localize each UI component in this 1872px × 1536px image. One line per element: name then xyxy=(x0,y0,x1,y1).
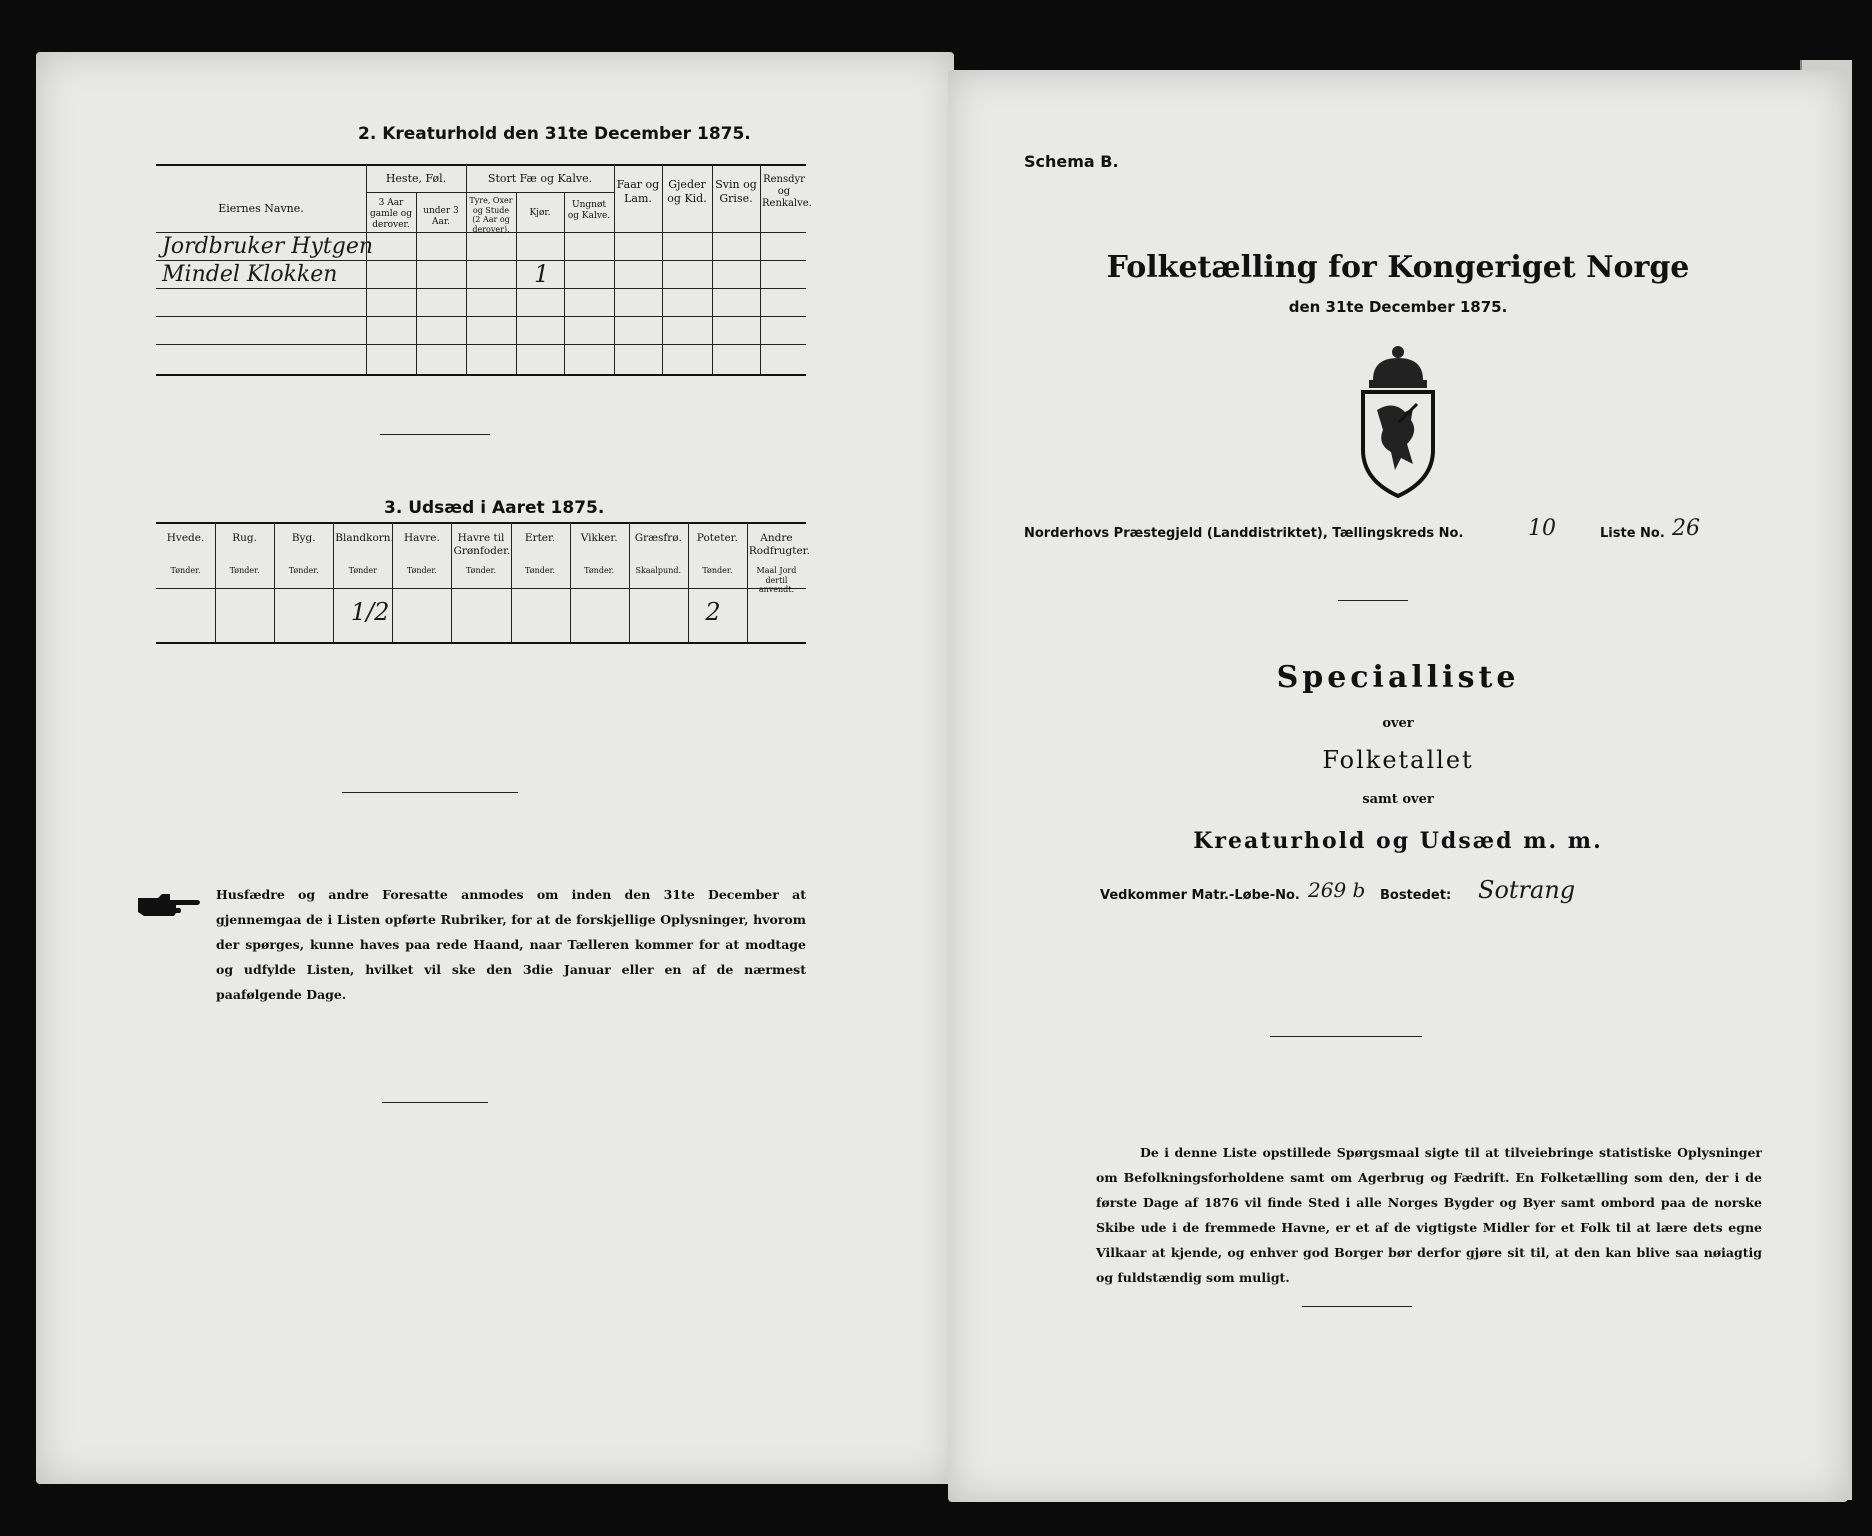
seed-column-name: Havre til Grønfoder. xyxy=(453,532,511,558)
pointing-hand-icon xyxy=(136,892,202,918)
seed-column-unit: Tønder. xyxy=(702,566,733,575)
district-line: Norderhovs Præstegjeld (Landdistriktet), Tællingskreds No. xyxy=(1024,526,1464,541)
list-number: 26 xyxy=(1672,516,1700,541)
table2-col-line xyxy=(416,192,417,374)
goats-header: Gjeder og Kid. xyxy=(667,178,707,205)
table3-header-rule xyxy=(156,588,806,589)
cattle-cows-header: Kjør. xyxy=(529,208,551,218)
seed-column-name: Vikker. xyxy=(580,532,618,544)
cattle-group-header: Stort Fæ og Kalve. xyxy=(487,172,593,185)
notice-text: Husfædre og andre Foresatte anmodes om inden den 31te December at gjennemgaa de i Listen opførte Rubriker, for at de forskjellige Oplysninger, hvorom der spørges, kunne haves paa rede Haand, naar Tælleren kommer for at modtage og udfylde Listen, hvilket vil ske den 3die Januar eller en af de nærmest paafølgende Dage. xyxy=(216,887,806,1002)
seed-column-unit: Tønder xyxy=(348,566,377,575)
seed-column-name: Byg. xyxy=(291,532,316,544)
seed-column-name: Poteter. xyxy=(696,532,738,544)
seed-column-unit: Tønder. xyxy=(406,566,437,575)
table2-col-line xyxy=(516,192,517,374)
owner-row-2: Mindel Klokken xyxy=(162,262,338,287)
table3-top-rule xyxy=(156,522,806,524)
table3-col-line xyxy=(629,522,630,642)
seed-column-name: Erter. xyxy=(524,532,556,544)
seed-column-name: Andre Rodfrugter. xyxy=(748,532,810,558)
separator-line xyxy=(380,434,490,435)
horses-group-header: Heste, Føl. xyxy=(385,172,447,185)
specialliste-title: Specialliste xyxy=(1276,660,1520,695)
separator-line xyxy=(1338,600,1408,601)
seed-column-unit: Maal Jord dertil anvendt. xyxy=(756,566,797,595)
seed-column-name: Havre. xyxy=(403,532,440,544)
reindeer-header: Rensdyr og Renkalve. xyxy=(762,174,812,209)
seed-column-unit: Tønder. xyxy=(525,566,556,575)
kreaturhold-title: Kreaturhold og Udsæd m. m. xyxy=(1193,828,1603,854)
separator-line xyxy=(342,792,518,793)
date-line: den 31te December 1875. xyxy=(1288,298,1508,316)
table2-col-line xyxy=(466,164,467,374)
table2-col-line xyxy=(712,164,713,374)
bosted-label: Bostedet: xyxy=(1380,888,1452,903)
section3-title: 3. Udsæd i Aaret 1875. xyxy=(384,498,605,518)
table3-col-line xyxy=(215,522,216,642)
horses-old-header: 3 Aar gamle og derover. xyxy=(370,198,412,230)
district-number: 10 xyxy=(1528,516,1556,541)
table3-col-line xyxy=(392,522,393,642)
table3-col-line xyxy=(451,522,452,642)
intro-paragraph: De i denne Liste opstillede Spørgsmaal sigte til at tilveiebringe statistiske Oplysninger om Befolkningsforholdene samt om Agerbrug og Fædrift. En Folketælling som den, der i de første Dage af 1876 vil finde Sted i alle Norges Bygder og Byer samt ombord paa de norske Skibe ude i de fremmede Havne, er et af de vigtigste Midler for et Folk til at lære dets egne Vilkaar at kjende, og enhver god Borger bør derfor gjøre sit til, at den kan blive saa nøiagtig og fuldstændig som muligt. xyxy=(1096,1145,1762,1285)
right-page xyxy=(948,70,1848,1502)
bosted-value: Sotrang xyxy=(1478,876,1576,904)
seed-column-name: Græsfrø. xyxy=(634,532,682,544)
cattle-bulls-header: Tyre, Oxer og Stude (2 Aar og derover). xyxy=(469,196,513,234)
table3-col-line xyxy=(333,522,334,642)
table3-col-line xyxy=(570,522,571,642)
seed-column-unit: Tønder. xyxy=(288,566,319,575)
pigs-header: Svin og Grise. xyxy=(715,178,757,205)
seed-value: 1/2 xyxy=(350,598,390,626)
matr-label: Vedkommer Matr.-Løbe-No. xyxy=(1100,888,1300,903)
table3-col-line xyxy=(688,522,689,642)
table2-col-line xyxy=(662,164,663,374)
table2-row-rule xyxy=(156,344,806,345)
left-page xyxy=(36,52,954,1484)
main-title: Folketælling for Kongeriget Norge xyxy=(1106,250,1690,285)
table2-row-rule xyxy=(156,316,806,317)
seed-column-unit: Tønder. xyxy=(584,566,615,575)
table2-col-line xyxy=(760,164,761,374)
table2-bottom-rule xyxy=(156,374,806,376)
folketallet-title: Folketallet xyxy=(1322,746,1474,774)
separator-line xyxy=(1302,1306,1412,1307)
owner-header: Eiernes Navne. xyxy=(218,202,304,215)
seed-column-unit: Tønder. xyxy=(465,566,496,575)
section2-title: 2. Kreaturhold den 31te December 1875. xyxy=(358,124,751,144)
cattle-young-header: Ungnøt og Kalve. xyxy=(567,200,611,221)
seed-column-unit: Tønder. xyxy=(229,566,260,575)
table2-col-line xyxy=(614,164,615,374)
table2-row-rule xyxy=(156,288,806,289)
schema-label: Schema B. xyxy=(1024,152,1119,171)
matr-number: 269 b xyxy=(1308,878,1366,902)
list-label: Liste No. xyxy=(1600,526,1665,541)
table2-subhead-rule xyxy=(366,192,614,193)
table3-col-line xyxy=(274,522,275,642)
table2-row-rule xyxy=(156,260,806,261)
owner-row-1: Jordbruker Hytgen xyxy=(162,234,374,259)
separator-line xyxy=(382,1102,488,1103)
horses-young-header: under 3 Aar. xyxy=(423,206,459,227)
table2-col-line xyxy=(366,164,367,374)
samt-over-label: samt over xyxy=(1362,792,1434,807)
over-label: over xyxy=(1382,716,1414,731)
seed-column-name: Rug. xyxy=(232,532,257,544)
table3-bottom-rule xyxy=(156,642,806,644)
sheep-header: Faar og Lam. xyxy=(616,178,660,205)
table3-col-line xyxy=(511,522,512,642)
table2-col-line xyxy=(564,192,565,374)
seed-value: 2 xyxy=(705,598,721,626)
seed-column-unit: Skaalpund. xyxy=(635,566,682,575)
table3-col-line xyxy=(747,522,748,642)
seed-column-name: Blandkorn. xyxy=(335,532,394,544)
coat-of-arms-icon xyxy=(1343,340,1453,500)
table2-top-rule xyxy=(156,164,806,166)
seed-column-unit: Tønder. xyxy=(170,566,201,575)
seed-column-name: Hvede. xyxy=(166,532,205,544)
separator-line xyxy=(1270,1036,1422,1037)
cows-row-2: 1 xyxy=(534,260,550,288)
